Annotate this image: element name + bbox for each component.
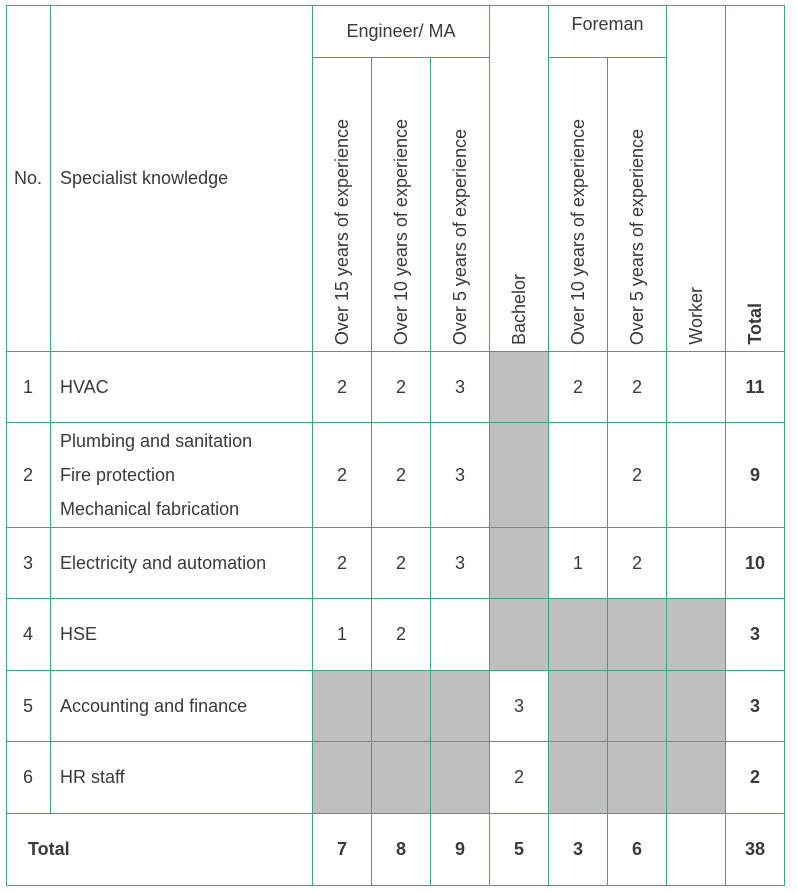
row-3-eng-over-5: 3 — [431, 528, 490, 599]
row-5-no: 5 — [6, 671, 51, 742]
row-1-eng-over-10: 2 — [372, 352, 431, 423]
totals-foreman-over-10: 3 — [549, 814, 608, 886]
header-specialist-knowledge: Specialist knowledge — [51, 5, 313, 352]
row-5-foreman-over-5 — [608, 671, 667, 742]
row-4-eng-over-15: 1 — [313, 599, 372, 671]
row-2-knowledge: Plumbing and sanitation Fire protection Mechanical fabrication — [51, 423, 313, 528]
row-6-total: 2 — [726, 742, 785, 814]
row-1-no: 1 — [6, 352, 51, 423]
header-engineer-over-10: Over 10 years of experience — [372, 58, 431, 352]
header-engineer-group: Engineer/ MA — [313, 5, 490, 58]
row-5-foreman-over-10 — [549, 671, 608, 742]
row-2-bachelor — [490, 423, 549, 528]
row-5-worker — [667, 671, 726, 742]
header-bachelor: Bachelor — [490, 5, 549, 352]
row-6-no: 6 — [6, 742, 51, 814]
row-2-eng-over-5: 3 — [431, 423, 490, 528]
header-no: No. — [6, 5, 51, 352]
row-4-eng-over-10: 2 — [372, 599, 431, 671]
row-6-foreman-over-5 — [608, 742, 667, 814]
row-6-bachelor: 2 — [490, 742, 549, 814]
row-1-eng-over-15: 2 — [313, 352, 372, 423]
row-3-bachelor — [490, 528, 549, 599]
row-5-total: 3 — [726, 671, 785, 742]
row-2-no: 2 — [6, 423, 51, 528]
row-1-knowledge: HVAC — [51, 352, 313, 423]
row-1-bachelor — [490, 352, 549, 423]
totals-label: Total — [6, 814, 313, 886]
totals-eng-over-5: 9 — [431, 814, 490, 886]
row-3-foreman-over-5: 2 — [608, 528, 667, 599]
row-4-worker — [667, 599, 726, 671]
row-1-foreman-over-5: 2 — [608, 352, 667, 423]
totals-grand-total: 38 — [726, 814, 785, 886]
row-4-foreman-over-10 — [549, 599, 608, 671]
header-foreman-over-5: Over 5 years of experience — [608, 58, 667, 352]
row-3-total: 10 — [726, 528, 785, 599]
row-3-eng-over-15: 2 — [313, 528, 372, 599]
row-4-bachelor — [490, 599, 549, 671]
row-3-worker — [667, 528, 726, 599]
row-2-eng-over-10: 2 — [372, 423, 431, 528]
totals-worker — [667, 814, 726, 886]
totals-eng-over-15: 7 — [313, 814, 372, 886]
row-1-eng-over-5: 3 — [431, 352, 490, 423]
row-4-foreman-over-5 — [608, 599, 667, 671]
row-2-worker — [667, 423, 726, 528]
row-3-eng-over-10: 2 — [372, 528, 431, 599]
row-5-eng-over-5 — [431, 671, 490, 742]
row-2-total: 9 — [726, 423, 785, 528]
row-6-eng-over-10 — [372, 742, 431, 814]
row-5-eng-over-10 — [372, 671, 431, 742]
row-5-eng-over-15 — [313, 671, 372, 742]
row-6-knowledge: HR staff — [51, 742, 313, 814]
row-4-total: 3 — [726, 599, 785, 671]
row-6-foreman-over-10 — [549, 742, 608, 814]
staff-table — [6, 5, 785, 886]
row-1-worker — [667, 352, 726, 423]
row-3-foreman-over-10: 1 — [549, 528, 608, 599]
row-4-no: 4 — [6, 599, 51, 671]
row-3-no: 3 — [6, 528, 51, 599]
row-1-foreman-over-10: 2 — [549, 352, 608, 423]
row-5-knowledge: Accounting and finance — [51, 671, 313, 742]
row-6-eng-over-15 — [313, 742, 372, 814]
row-4-eng-over-5 — [431, 599, 490, 671]
header-engineer-over-5: Over 5 years of experience — [431, 58, 490, 352]
row-5-bachelor: 3 — [490, 671, 549, 742]
header-engineer-over-15: Over 15 years of experience — [313, 58, 372, 352]
row-4-knowledge: HSE — [51, 599, 313, 671]
header-foreman-group: Foreman — [549, 5, 667, 58]
row-2-eng-over-15: 2 — [313, 423, 372, 528]
row-2-foreman-over-5: 2 — [608, 423, 667, 528]
row-1-total: 11 — [726, 352, 785, 423]
row-2-foreman-over-10 — [549, 423, 608, 528]
totals-bachelor: 5 — [490, 814, 549, 886]
header-foreman-over-10: Over 10 years of experience — [549, 58, 608, 352]
header-total: Total — [726, 5, 785, 352]
totals-foreman-over-5: 6 — [608, 814, 667, 886]
totals-eng-over-10: 8 — [372, 814, 431, 886]
row-3-knowledge: Electricity and automation — [51, 528, 313, 599]
header-worker: Worker — [667, 5, 726, 352]
row-6-eng-over-5 — [431, 742, 490, 814]
row-6-worker — [667, 742, 726, 814]
